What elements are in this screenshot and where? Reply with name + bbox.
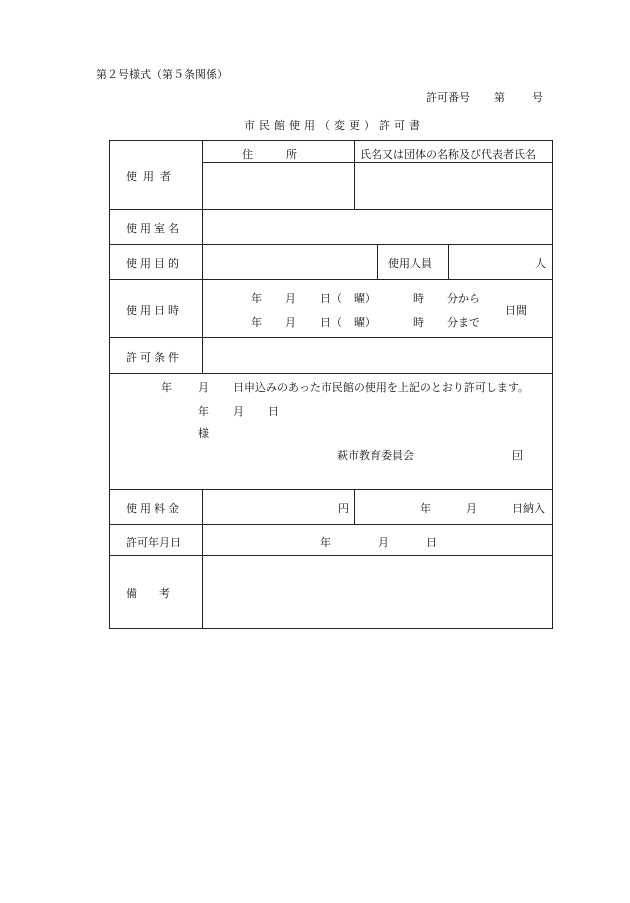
fee-month: 月 (466, 502, 477, 515)
datetime-label: 使用日時 (126, 304, 182, 317)
remarks-field[interactable] (203, 556, 552, 628)
permit-number-dai: 第 (494, 91, 505, 104)
document-title: 市民館使用（変更）許可書 (244, 119, 424, 132)
permit-date-month: 月 (378, 536, 389, 549)
permit-number-label: 許可番号 (426, 91, 470, 104)
purpose-field[interactable] (203, 245, 377, 279)
datetime-line1-day: 日（ (320, 292, 342, 305)
name-column-header: 氏名又は団体の名称及び代表者氏名 (360, 148, 536, 161)
fee-year: 年 (420, 502, 431, 515)
datetime-line1-month: 月 (285, 292, 296, 305)
datetime-line2-day: 日（ (320, 316, 342, 329)
remarks-label: 備 考 (126, 587, 170, 600)
datetime-line2-minute: 分まで (447, 316, 480, 329)
room-label: 使用室名 (126, 222, 182, 235)
fee-label: 使用料金 (126, 502, 182, 515)
form-number: 第２号様式（第５条関係） (96, 68, 228, 81)
permit-date-year: 年 (320, 536, 331, 549)
datetime-line2-hour: 時 (413, 316, 424, 329)
datetime-line1-weekday: 曜） (354, 292, 376, 305)
people-label: 使用人員 (388, 257, 432, 270)
permit-date-day: 日 (426, 536, 437, 549)
datetime-line1-year: 年 (251, 292, 262, 305)
datetime-line2-month: 月 (285, 316, 296, 329)
datetime-line2-year: 年 (251, 316, 262, 329)
name-field[interactable] (355, 163, 552, 209)
permit-number-go: 号 (532, 91, 543, 104)
statement-sama: 様 (198, 427, 209, 440)
conditions-label: 許可条件 (126, 351, 182, 364)
issuer-name: 萩市教育委員会 (337, 449, 414, 462)
people-unit: 人 (535, 257, 546, 270)
user-label: 使用者 (126, 170, 177, 183)
statement-date-month: 月 (233, 405, 244, 418)
datetime-line1-minute: 分から (447, 292, 480, 305)
address-field[interactable] (203, 163, 354, 209)
fee-field[interactable] (203, 490, 354, 524)
fee-paid: 日納入 (512, 502, 545, 515)
statement-date-day: 日 (268, 405, 279, 418)
datetime-line1-hour: 時 (413, 292, 424, 305)
conditions-field[interactable] (203, 338, 552, 373)
datetime-days: 日間 (505, 304, 527, 317)
fee-yen: 円 (338, 502, 349, 515)
address-column-header: 住 所 (242, 148, 297, 161)
statement-year: 年 (161, 381, 172, 394)
seal-mark: 囙 (512, 449, 523, 462)
datetime-line2-weekday: 曜） (354, 316, 376, 329)
statement-month: 月 (198, 381, 209, 394)
permit-date-label: 許可年月日 (126, 536, 181, 549)
room-field[interactable] (203, 210, 552, 244)
purpose-label: 使用目的 (126, 257, 182, 270)
statement-text: 日申込みのあった市民館の使用を上記のとおり許可します。 (233, 381, 530, 394)
statement-date-year: 年 (198, 405, 209, 418)
